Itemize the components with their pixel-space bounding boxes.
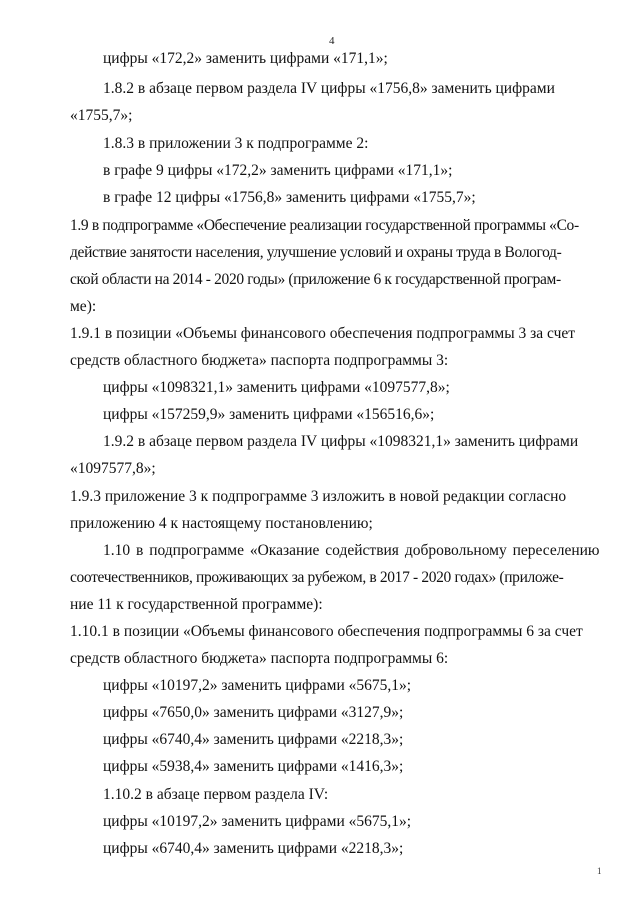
text-line: 1.8.2 в абзаце первом раздела IV цифры «1756,8» заменить цифрами — [103, 80, 555, 97]
text-line: цифры «10197,2» заменить цифрами «5675,1»; — [103, 677, 412, 694]
text-line: приложению 4 к настоящему постановлению; — [70, 515, 373, 532]
text-line: средств областного бюджета» паспорта подпрограммы 6: — [70, 650, 449, 667]
text-line: 1.9 в подпрограмме «Обеспечение реализации государственной программы «Со- — [70, 217, 579, 234]
text-line: 1.9.2 в абзаце первом раздела IV цифры «1098321,1» заменить цифрами — [103, 433, 579, 450]
text-line: 1.9.1 в позиции «Объемы финансового обеспечения подпрограммы 3 за счет — [70, 325, 576, 342]
text-line: 1.9.3 приложение 3 к подпрограмме 3 изложить в новой редакции согласно — [70, 488, 567, 505]
text-line: в графе 9 цифры «172,2» заменить цифрами «171,1»; — [103, 162, 453, 179]
text-line: цифры «7650,0» заменить цифрами «3127,9»; — [103, 704, 404, 721]
text-line: «1097577,8»; — [70, 460, 156, 477]
text-line: в графе 12 цифры «1756,8» заменить цифрами «1755,7»; — [103, 189, 476, 206]
corner-mark: 1 — [597, 866, 602, 876]
text-line: средств областного бюджета» паспорта подпрограммы 3: — [70, 352, 449, 369]
text-line: соотечественников, проживающих за рубежом, в 2017 - 2020 годах» (приложе- — [70, 569, 564, 586]
text-line: цифры «5938,4» заменить цифрами «1416,3»; — [103, 758, 404, 775]
text-line: цифры «6740,4» заменить цифрами «2218,3»; — [103, 731, 404, 748]
page-number: 4 — [329, 35, 335, 47]
text-line: цифры «157259,9» заменить цифрами «156516,6»; — [103, 406, 435, 423]
text-line: цифры «6740,4» заменить цифрами «2218,3»; — [103, 840, 404, 857]
text-line: 1.10.1 в позиции «Объемы финансового обеспечения подпрограммы 6 за счет — [70, 623, 583, 640]
text-line: цифры «10197,2» заменить цифрами «5675,1»; — [103, 813, 412, 830]
text-line: ме): — [70, 298, 97, 315]
text-line: цифры «1098321,1» заменить цифрами «1097577,8»; — [103, 379, 450, 396]
text-line: ской области на 2014 - 2020 годы» (приложение 6 к государственной програм- — [70, 271, 561, 288]
text-line: «1755,7»; — [70, 107, 133, 124]
text-line: цифры «172,2» заменить цифрами «171,1»; — [103, 50, 388, 67]
text-line: ние 11 к государственной программе): — [70, 596, 323, 613]
text-line: 1.8.3 в приложении 3 к подпрограмме 2: — [103, 135, 369, 152]
text-line: действие занятости населения, улучшение условий и охраны труда в Вологод- — [70, 244, 562, 261]
text-line: 1.10 в подпрограмме «Оказание содействия добровольному переселению — [103, 542, 600, 559]
text-line: 1.10.2 в абзаце первом раздела IV: — [103, 786, 329, 803]
